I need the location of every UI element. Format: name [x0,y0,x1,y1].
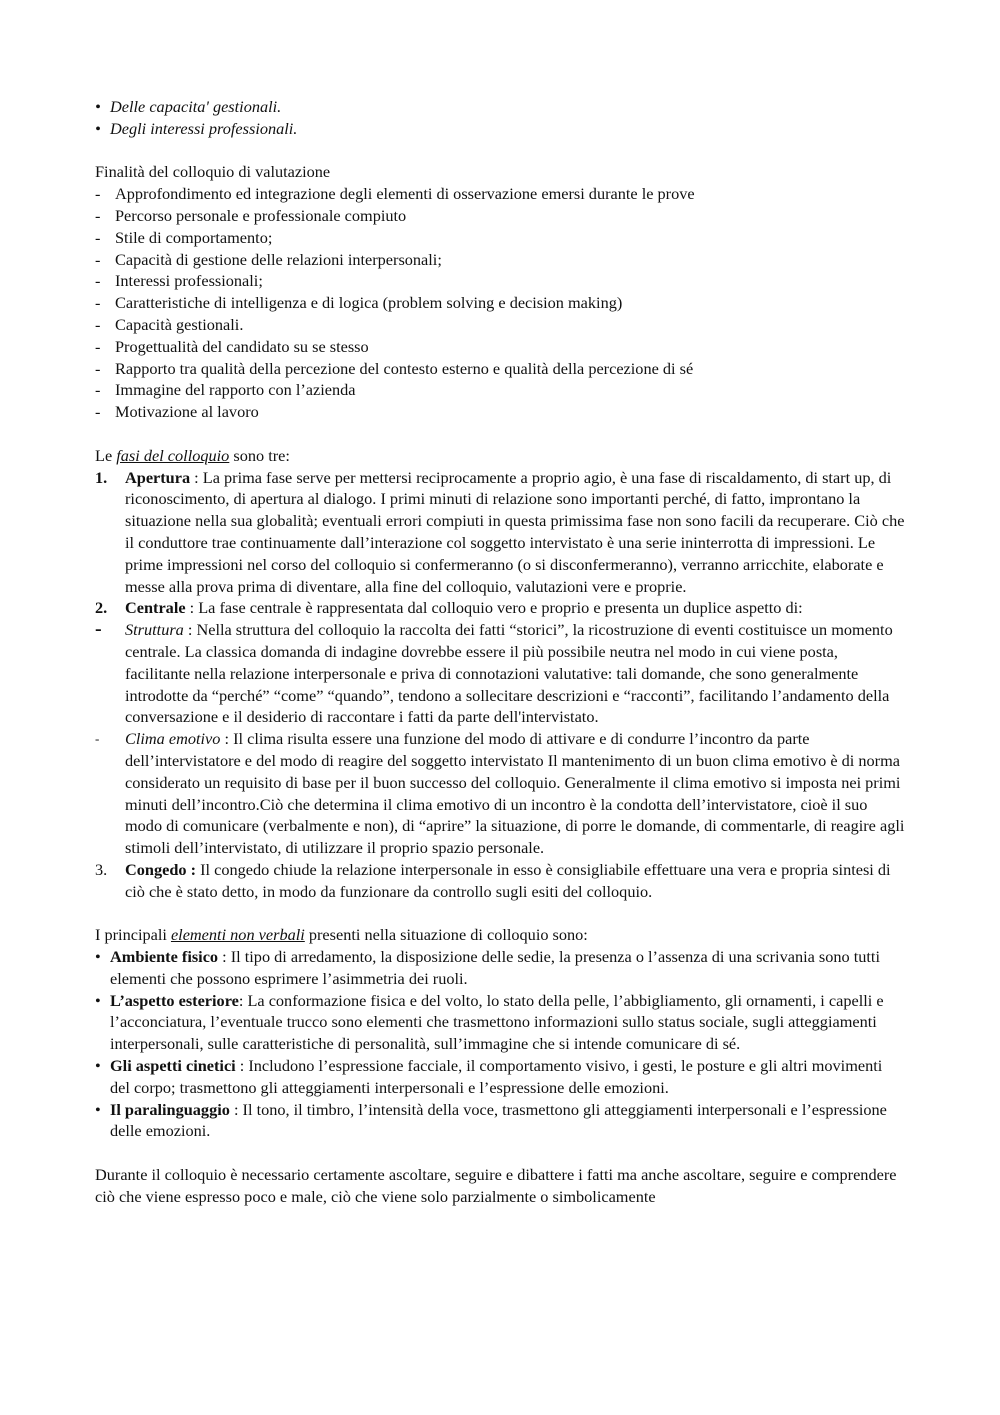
nonverbale-item: • Gli aspetti cinetici : Includono l’espressione facciale, il comportamento visivo, i gesti, le posture e gli altri movimenti del corpo; trasmettono gli atteggiamenti interpersonali e l’espressione delle emozioni. [95,1056,883,1097]
dash-icon: - [95,336,101,356]
dash-icon: - [95,402,101,422]
nonverbali-link: elementi non verbali [170,925,305,945]
bullet-icon: • [95,1099,101,1119]
nonverbali-intro: I principali elementi non verbali presenti nella situazione di colloquio sono: [95,925,588,945]
finalita-item: - Stile di comportamento; [95,227,273,247]
fase-apertura: 1. Apertura : La prima fase serve per mettersi reciprocamente a proprio agio, è una fase di riscaldamento, di start up, di riconoscimento, di apertura al dialogo. I primi minuti di relazione sono importanti perché, di fatto, improntano la situazione nella sua globalità; eventuali errori compiuti in questa primissima fase non sono facili da recuperare. Ciò che il conduttore trae continuamente dall’interazione col soggetto intervistato è una serie ininterrotta di impressioni. Le prime impressioni nel corso del colloquio si confermeranno (o si disconfermeranno), verranno arricchite, elaborate e messe alla prova prima di diventare, alla fine del colloquio, valutazioni vere e proprie. [95,467,905,596]
finalita-item: - Progettualità del candidato su se stesso [95,336,369,356]
bullet-icon: • [95,990,101,1010]
dash-icon: - [95,380,101,400]
bullet-icon: • [95,97,101,116]
dash-icon: - [95,205,101,225]
finalita-list [95,183,905,423]
fase-congedo: 3. Congedo : Il congedo chiude la relazione interpersonale in esso è consigliabile effettuare una vera e propria sintesi di ciò che è stato detto, in modo da funzionare da controllo sugli esiti del colloquio. [95,859,891,901]
aspetto-clima: - Clima emotivo : Il clima risulta essere una funzione del modo di attivare e di condurre l’incontro da parte dell’intervistatore e del modo di reagire del soggetto intervistato Il mantenimento di un buon clima emotivo è di norma considerato un requisito di base per il buon successo del colloquio. Generalmente il clima emotivo si imposta nei primi minuti dell’incontro.Ciò che determina il clima emotivo di un incontro è la condotta dell’intervistatore, cioè il suo modo di comunicare (verbalmente e non), di “aprire” la situazione, di porre le domande, di commentarle, di reagire agli stimoli dell’intervistato, di utilizzare il proprio spazio personale. [95,729,905,858]
dash-icon: - [95,227,101,247]
dash-icon: - [95,293,101,313]
nonverbale-item: • L’aspetto esteriore: La conformazione fisica e del volto, lo stato della pelle, l’abbigliamento, gli ornamenti, i capelli e l’acconciatura, l’eventuale trucco sono elementi che trasmettono informazioni sullo status sociale, sugli atteggiamenti interpersonali, sulle caratteristiche di personalità, sull’immagine che si intende comunicare di sé. [95,990,884,1054]
dash-icon: - [95,184,101,204]
finalita-item: - Percorso personale e professionale compiuto [95,205,407,225]
finalita-item: - Interessi professionali; [95,271,263,291]
bullet-icon: • [95,1056,101,1076]
finalita-item: - Capacità gestionali. [95,314,244,334]
bullet-icon: • [95,947,101,967]
finalita-item: - Immagine del rapporto con l’azienda [95,380,356,400]
fase-centrale: 2. Centrale : La fase centrale è rappresentata dal colloquio vero e proprio e presenta un duplice aspetto di: [95,598,803,618]
bullet-icon: • [95,118,101,138]
finalita-item: - Motivazione al lavoro [95,402,259,422]
finalita-item: - Rapporto tra qualità della percezione del contesto esterno e qualità della percezione di sé [95,358,694,378]
dash-icon: - [95,271,101,291]
dash-icon: - [95,249,101,269]
closing-paragraph: Durante il colloquio è necessario certamente ascoltare, seguire e dibattere i fatti ma anche ascoltare, seguire e comprendere ciò che viene espresso poco e male, ciò che viene solo parzialmente o simbolicamente [95,1165,897,1206]
fasi-intro: Le fasi del colloquio sono tre: [95,445,290,465]
dash-icon: - [95,314,101,334]
finalita-item: - Capacità di gestione delle relazioni interpersonali; [95,249,442,269]
aspetto-title: Struttura [125,620,184,640]
fase-title: Centrale [125,598,186,618]
aspetto-struttura: - Struttura : Nella struttura del colloquio la raccolta dei fatti “storici”, la ricostruzione di eventi costituisce un momento centrale. La classica domanda di indagine dovrebbe essere il più possibile neutra nel modo in cui viene posta, facilitante nella relazione interpersonale e priva di connotazioni valutative: tali domande, che sono generalmente introdotte da “perché” “come” “quando”, tendono a sollecitare descrizioni e “racconti”, facilitando l’andamento della conversazione e il desiderio di raccontare i fatti da parte dell'intervistato. [95,618,893,727]
intro-bullet: • Delle capacita' gestionali. [95,97,282,116]
aspetto-title: Clima emotivo [125,729,221,749]
fase-title: Congedo : [125,859,197,879]
fasi-link: fasi del colloquio [116,445,230,465]
dash-icon: - [95,358,101,378]
finalita-item: - Approfondimento ed integrazione degli elementi di osservazione emersi durante le prove [95,184,695,204]
finalita-heading: Finalità del colloquio di valutazione [95,162,331,182]
intro-bullet: • Degli interessi professionali. [95,118,298,138]
fase-title: Apertura [125,467,191,487]
nonverbale-item: • Ambiente fisico : Il tipo di arredamento, la disposizione delle sedie, la presenza o l’assenza di una scrivania sono tutti elementi che possono esprimere l’asimmetria dei ruoli. [95,947,880,988]
finalita-item: - Caratteristiche di intelligenza e di logica (problem solving e decision making) [95,293,623,313]
nonverbale-item: • Il paralinguaggio : Il tono, il timbro, l’intensità della voce, trasmettono gli atteggiamenti interpersonali e l’espressione delle emozioni. [95,1099,887,1141]
